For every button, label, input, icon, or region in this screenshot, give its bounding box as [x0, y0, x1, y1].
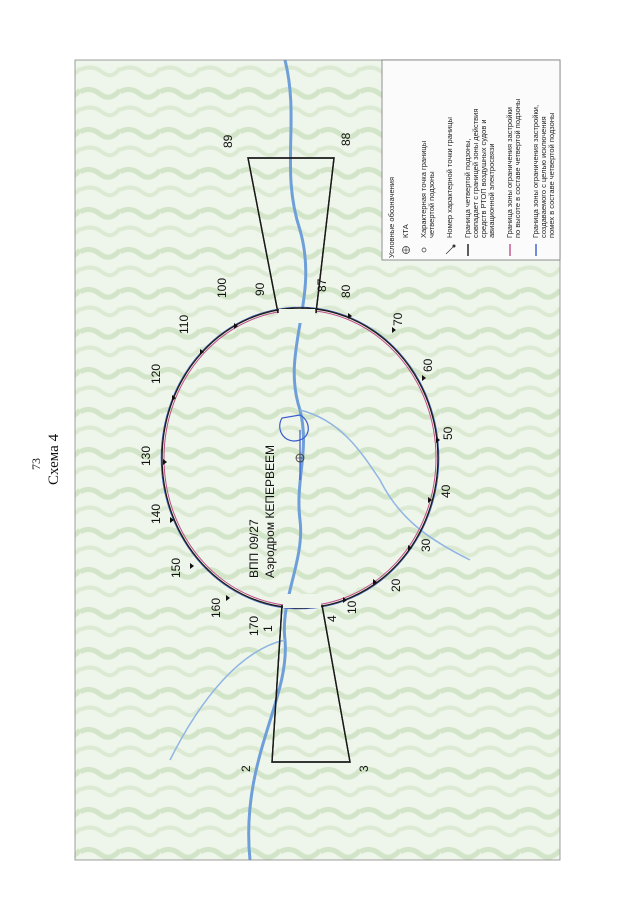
boundary-point-label: 10 — [345, 600, 359, 614]
legend-item-text: Граница зоны ограничения застройки — [505, 107, 514, 238]
boundary-point-label: 89 — [221, 134, 235, 148]
legend-item-text: совпадает с границей зоны действия — [471, 108, 480, 238]
boundary-point-label: 90 — [253, 282, 267, 296]
boundary-point-label: 4 — [325, 615, 339, 622]
boundary-point-label: 160 — [209, 597, 223, 618]
boundary-point-label: 100 — [215, 277, 229, 298]
legend-item-text: по высоте в составе четвертой подзоны — [513, 98, 522, 238]
boundary-point-label: 60 — [421, 358, 435, 372]
legend-item-text: средств РТОП воздушных судов и — [479, 119, 488, 238]
boundary-point-label: 70 — [391, 312, 405, 326]
boundary-point-label: 40 — [439, 484, 453, 498]
runway-label: ВПП 09/27 — [247, 519, 261, 578]
legend-item-text: четвертой подзоны — [427, 171, 436, 238]
page-number: 73 — [29, 458, 43, 470]
legend-item-text: Характерная точка границы — [419, 140, 428, 238]
boundary-point-label: 20 — [389, 578, 403, 592]
legend-item-text: Граница четвертой подзоны, — [463, 138, 472, 238]
legend-title: Условные обозначения — [387, 176, 396, 258]
boundary-point-label: 3 — [357, 765, 371, 772]
boundary-point-label: 170 — [247, 615, 261, 636]
boundary-point-label: 110 — [177, 314, 191, 334]
scheme-title: Схема 4 — [46, 433, 62, 485]
legend-item-text: помех в составе четвертой подзоны — [547, 112, 556, 238]
boundary-point-label: 50 — [441, 426, 455, 440]
legend-item-text: авиационной электросвязи — [487, 143, 496, 238]
legend-item-text: Номер характерной точки границы — [445, 117, 454, 238]
boundary-point-label: 88 — [339, 132, 353, 146]
boundary-point-label: 2 — [239, 765, 253, 772]
boundary-point-label: 130 — [139, 445, 153, 466]
airfield-name-label: Аэродром КЕПЕРВЕЕМ — [263, 444, 277, 578]
south-gap — [283, 594, 321, 608]
legend-item-text: Граница зоны ограничения застройки, — [531, 104, 540, 238]
boundary-point-label: 80 — [339, 284, 353, 298]
boundary-point-label: 150 — [169, 557, 183, 578]
legend-item-text: КТА — [401, 224, 410, 238]
boundary-point-label: 120 — [149, 363, 163, 384]
legend-item-text: создаваемого с целью исключения — [539, 116, 548, 238]
boundary-point-label: 30 — [419, 538, 433, 552]
boundary-point-label: 1 — [261, 625, 275, 632]
north-gap — [279, 309, 315, 323]
boundary-point-label: 87 — [315, 278, 329, 292]
boundary-point-label: 140 — [149, 503, 163, 524]
